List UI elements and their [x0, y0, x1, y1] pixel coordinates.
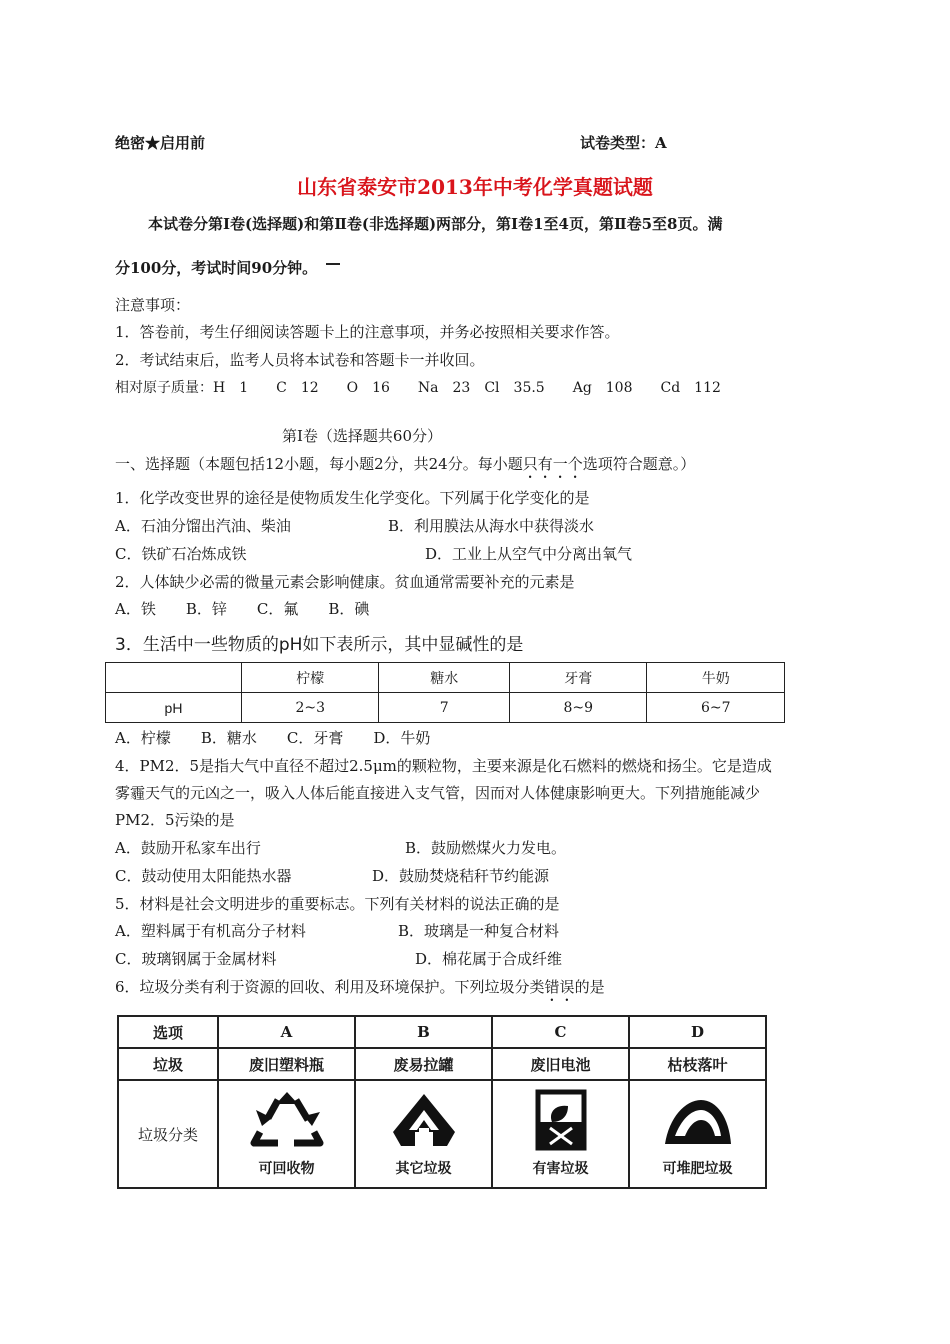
waste-table-class-row [118, 1080, 766, 1188]
instr-emphasis: 只有一个 [522, 455, 583, 473]
hazardous-waste-icon [522, 1088, 600, 1154]
q4-option-a: A．鼓励开私家车出行 [115, 839, 261, 857]
q2-stem: 2．人体缺少必需的微量元素会影响健康。贫血通常需要补充的元素是 [115, 573, 575, 591]
q5-option-c: C．玻璃钢属于金属材料 [115, 950, 277, 968]
q1-option-d: D．工业上从空气中分离出氧气 [425, 545, 633, 563]
q4-line-1: 4．PM2．5是指大气中直径不超过2.5μm的颗粒物，主要来源是化石燃料的燃烧和扬尘。它是造成 [115, 757, 772, 775]
waste-item: 枯枝落叶 [629, 1048, 766, 1080]
waste-class-cell [218, 1080, 355, 1188]
ph-value: 6~7 [647, 693, 785, 723]
intro-line-2 [115, 257, 340, 278]
q1-option-b: B．利用膜法从海水中获得淡水 [388, 517, 595, 535]
waste-table-col: C [492, 1016, 629, 1048]
waste-class-cell [629, 1080, 766, 1188]
ph-table-header-row [106, 663, 785, 693]
intro-line-2-text: 分100分，考试时间90分钟。 [115, 259, 318, 277]
q6-stem [115, 976, 605, 1005]
section-1-title: 第Ⅰ卷（选择题共60分） [282, 427, 443, 445]
waste-class-cell [355, 1080, 492, 1188]
waste-table-option-row [118, 1016, 766, 1048]
ph-table-header: 牙膏 [510, 663, 647, 693]
waste-table-col: A [218, 1016, 355, 1048]
waste-sorting-table [117, 1015, 767, 1185]
q4-line-2: 雾霾天气的元凶之一，吸入人体后能直接进入支气管，因而对人体健康影响更大。下列措施能减少 [115, 784, 761, 802]
q4-option-d: D．鼓励焚烧秸秆节约能源 [372, 867, 550, 885]
q4-option-c: C．鼓动使用太阳能热水器 [115, 867, 292, 885]
q1-stem: 1．化学改变世界的途径是使物质发生化学变化。下列属于化学变化的是 [115, 489, 590, 507]
waste-item: 废旧塑料瓶 [218, 1048, 355, 1080]
waste-class-label: 可堆肥垃圾 [662, 1161, 733, 1177]
ph-table-value-row [106, 693, 785, 723]
waste-class-cell [492, 1080, 629, 1188]
q4-line-3: PM2．5污染的是 [115, 811, 235, 829]
page-title: 山东省泰安市2013年中考化学真题试题 [297, 175, 653, 199]
ph-table-header: 牛奶 [647, 663, 785, 693]
notes-item-2: 2．考试结束后，监考人员将本试卷和答题卡一并收回。 [115, 351, 485, 369]
waste-table-waste-header: 垃圾 [118, 1048, 218, 1080]
q1-option-a: A．石油分馏出汽油、柴油 [115, 517, 291, 535]
secret-label: 绝密★启用前 [115, 134, 206, 152]
ph-row-label: pH [106, 693, 242, 723]
ph-table-corner [106, 663, 242, 693]
q4-option-b: B．鼓励燃煤火力发电。 [405, 839, 567, 857]
q6-stem-suffix: 的是 [574, 978, 605, 996]
ph-table [105, 662, 785, 723]
atomic-mass-line: 相对原子质量：H 1 C 12 O 16 Na 23 Cl 35.5 Ag 108 Cd 112 [115, 380, 721, 396]
instr-suffix: 选项符合题意。） [582, 455, 696, 473]
intro-line-1: 本试卷分第Ⅰ卷(选择题)和第Ⅱ卷(非选择题)两部分，第Ⅰ卷1至4页，第Ⅱ卷5至8页。满 [148, 215, 723, 233]
text-cursor-mark [326, 263, 340, 275]
waste-class-label: 可回收物 [258, 1161, 315, 1177]
waste-class-label: 其它垃圾 [395, 1161, 452, 1177]
section-1-instructions [115, 453, 695, 482]
ph-value: 7 [379, 693, 510, 723]
q5-option-d: D．棉花属于合成纤维 [415, 950, 563, 968]
ph-table-header: 糖水 [379, 663, 510, 693]
q5-option-a: A．塑料属于有机高分子材料 [115, 922, 306, 940]
waste-item: 废旧电池 [492, 1048, 629, 1080]
waste-table-col: D [629, 1016, 766, 1048]
q3-options: A．柠檬 B．糖水 C．牙膏 D．牛奶 [115, 729, 431, 747]
waste-table-waste-row [118, 1048, 766, 1080]
waste-table-option-header: 选项 [118, 1016, 218, 1048]
compostable-waste-icon [659, 1088, 737, 1154]
paper-type-label: 试卷类型：A [580, 134, 667, 152]
waste-table-col: B [355, 1016, 492, 1048]
instr-prefix: 一、选择题（本题包括12小题，每小题2分，共24分。每小题 [115, 455, 523, 473]
waste-table-class-header: 垃圾分类 [118, 1080, 218, 1188]
notes-heading: 注意事项： [115, 296, 191, 314]
ph-value: 2~3 [242, 693, 379, 723]
q6-stem-emphasis: 错误 [544, 978, 575, 996]
waste-class-label: 有害垃圾 [532, 1161, 589, 1177]
q1-option-c: C．铁矿石冶炼成铁 [115, 545, 247, 563]
ph-table-header: 柠檬 [242, 663, 379, 693]
q6-stem-prefix: 6．垃圾分类有利于资源的回收、利用及环境保护。下列垃圾分类 [115, 978, 545, 996]
q2-options: A．铁 B．锌 C．氟 B．碘 [115, 600, 370, 618]
recycle-icon [248, 1088, 326, 1154]
ph-value: 8~9 [510, 693, 647, 723]
q5-option-b: B．玻璃是一种复合材料 [398, 922, 560, 940]
q3-stem: 3．生活中一些物质的pH如下表所示，其中显碱性的是 [115, 635, 524, 655]
notes-item-1: 1．答卷前，考生仔细阅读答题卡上的注意事项，并务必按照相关要求作答。 [115, 323, 620, 341]
waste-item: 废易拉罐 [355, 1048, 492, 1080]
other-waste-icon [385, 1088, 463, 1154]
q5-stem: 5．材料是社会文明进步的重要标志。下列有关材料的说法正确的是 [115, 895, 560, 913]
